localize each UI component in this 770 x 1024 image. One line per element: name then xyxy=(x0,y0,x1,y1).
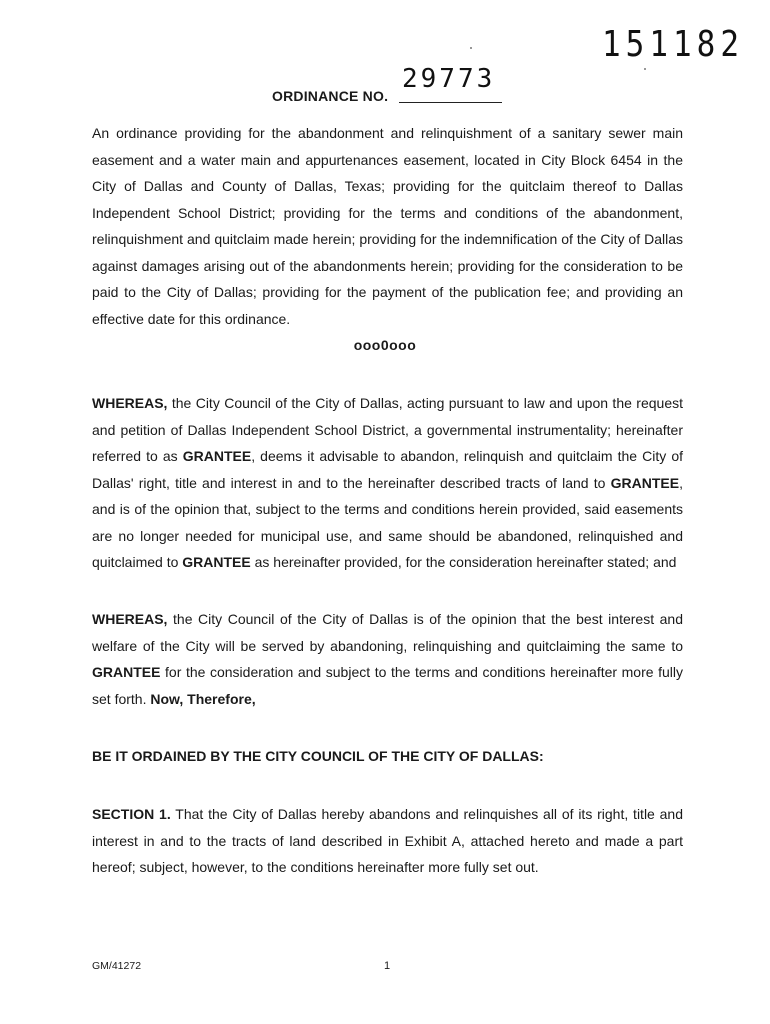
grantee-term: GRANTEE xyxy=(610,474,680,491)
ordained-heading: BE IT ORDAINED BY THE CITY COUNCIL OF THE CITY OF DALLAS: xyxy=(92,748,544,764)
ordinance-label: ORDINANCE NO. xyxy=(272,88,389,104)
grantee-term: GRANTEE xyxy=(182,554,251,570)
now-therefore: Now, Therefore, xyxy=(150,690,256,707)
whereas-paragraph-1 xyxy=(92,390,683,576)
footer-document-code: GM/41272 xyxy=(92,960,142,972)
ordinance-number: 29773 xyxy=(402,64,496,94)
ordinance-caption: An ordinance providing for the abandonment and relinquishment of a sanitary sewer main easement and a water main and appurtenances easement, located in City Block 6454 in the City of Dallas and County of Dallas, Texas; providing for the quitclaim thereof to Dallas Independent School District; providing for the terms and conditions of the abandonment, relinquishment and quitclaim made herein; providing for the indemnification of the City of Dallas against damages arising out of the abandonments herein; providing for the consideration to be paid to the City of Dallas; providing for the payment of the publication fee; and providing an effective date for this ordinance. xyxy=(92,125,683,327)
grantee-term: GRANTEE xyxy=(92,664,161,680)
section-1-paragraph xyxy=(92,801,683,881)
whereas-lead: WHEREAS, xyxy=(92,611,168,627)
section-1-text: That the City of Dallas hereby abandons and relinquishes all of its right, title and interest in and to the tracts of land described in Exhibit A, attached hereto and made a part hereof; subject, however, to the conditions hereinafter more fully set out. xyxy=(92,806,684,875)
whereas-lead: WHEREAS, xyxy=(92,395,168,411)
scan-speck xyxy=(644,68,646,70)
page-number: 1 xyxy=(384,960,391,972)
document-stamp-number: 151182 xyxy=(602,24,744,66)
section-1-label: SECTION 1. xyxy=(92,806,171,822)
ordinance-number-line xyxy=(272,64,512,108)
whereas-text: , deems it advisable to abandon, relinquish and quitclaim the City of Dallas' right, title and interest in and to the hereinafter described tracts of land to xyxy=(92,448,683,491)
grantee-term: GRANTEE xyxy=(182,448,252,464)
section-separator: ooo0ooo xyxy=(353,337,417,353)
whereas-paragraph-2 xyxy=(92,606,683,712)
whereas-text: as hereinafter provided, for the consideration hereinafter stated; and xyxy=(250,554,677,570)
whereas-text: the City Council of the City of Dallas, acting pursuant to law and upon the request and petition of Dallas Independent School District, a governmental instrumentality; hereinafter referred to as xyxy=(92,395,683,464)
whereas-text: , and is of the opinion that, subject to the terms and conditions herein provided, said easements are no longer needed for municipal use, and same should be abandoned, relinquished and quitclaimed to xyxy=(92,474,683,570)
whereas-text: the City Council of the City of Dallas is of the opinion that the best interest and welfare of the City will be served by abandoning, relinquishing and quitclaiming the same to xyxy=(92,611,683,654)
whereas-text: for the consideration and subject to the terms and conditions hereinafter more fully set forth. xyxy=(92,664,683,707)
ordinance-number-underline xyxy=(399,102,502,103)
scan-speck xyxy=(470,47,472,49)
